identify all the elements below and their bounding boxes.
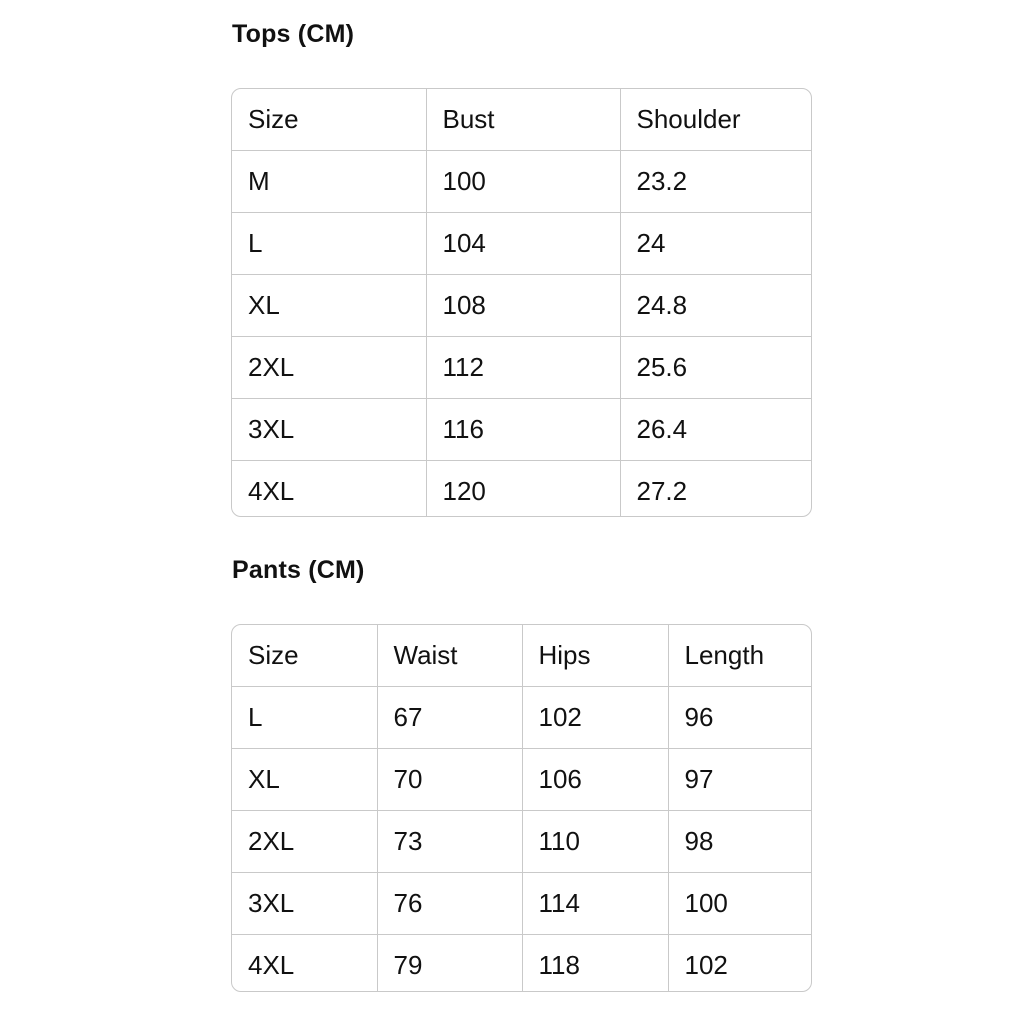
- waist-cell: 76: [377, 873, 522, 935]
- bust-cell: 100: [426, 151, 620, 213]
- size-cell: M: [232, 151, 426, 213]
- size-cell: XL: [232, 275, 426, 337]
- hips-cell: 102: [522, 687, 668, 749]
- table-row: [232, 873, 811, 935]
- tops-section-title: Tops (CM): [232, 20, 355, 48]
- waist-cell: 70: [377, 749, 522, 811]
- shoulder-cell: 24.8: [620, 275, 811, 337]
- size-cell: 3XL: [232, 399, 426, 461]
- length-cell: 96: [668, 687, 811, 749]
- table-row: [232, 275, 811, 337]
- column-header-shoulder: Shoulder: [620, 89, 811, 151]
- column-header-size: Size: [232, 625, 377, 687]
- table-row: [232, 811, 811, 873]
- shoulder-cell: 27.2: [636, 476, 688, 506]
- table-row: [232, 399, 811, 461]
- bust-cell: 116: [426, 399, 620, 461]
- pants-section-title: Pants (CM): [232, 556, 365, 584]
- size-cell: 4XL: [232, 461, 426, 518]
- table-header-row: [232, 625, 811, 687]
- shoulder-cell: 26.4: [620, 399, 811, 461]
- table-row: [232, 213, 811, 275]
- hips-cell: 106: [522, 749, 668, 811]
- table-row: [232, 151, 811, 213]
- length-cell: 102: [684, 950, 728, 980]
- bust-cell: 104: [426, 213, 620, 275]
- bust-cell: 112: [426, 337, 620, 399]
- length-cell: 98: [668, 811, 811, 873]
- shoulder-cell: 25.6: [620, 337, 811, 399]
- shoulder-cell: 24: [620, 213, 811, 275]
- size-cell: 2XL: [232, 811, 377, 873]
- hips-cell: 110: [522, 811, 668, 873]
- size-cell: XL: [232, 749, 377, 811]
- table-row: [232, 461, 811, 518]
- length-cell: 97: [668, 749, 811, 811]
- table-row: [232, 687, 811, 749]
- table-row: [232, 935, 811, 993]
- size-cell: L: [232, 213, 426, 275]
- tops-size-table: [231, 88, 812, 517]
- column-header-size: Size: [232, 89, 426, 151]
- table-row: [232, 337, 811, 399]
- length-cell: 100: [668, 873, 811, 935]
- column-header-bust: Bust: [426, 89, 620, 151]
- waist-cell: 67: [377, 687, 522, 749]
- size-cell: L: [232, 687, 377, 749]
- shoulder-cell: 23.2: [620, 151, 811, 213]
- pants-size-table: [231, 624, 812, 992]
- hips-cell: 118: [522, 935, 668, 993]
- column-header-length: Length: [668, 625, 811, 687]
- bust-cell: 120: [426, 461, 620, 518]
- size-cell: 4XL: [232, 935, 377, 993]
- size-cell: 2XL: [232, 337, 426, 399]
- column-header-waist: Waist: [377, 625, 522, 687]
- bust-cell: 108: [426, 275, 620, 337]
- table-row: [232, 749, 811, 811]
- column-header-hips: Hips: [522, 625, 668, 687]
- size-cell: 3XL: [232, 873, 377, 935]
- waist-cell: 79: [377, 935, 522, 993]
- waist-cell: 73: [377, 811, 522, 873]
- hips-cell: 114: [522, 873, 668, 935]
- table-header-row: [232, 89, 811, 151]
